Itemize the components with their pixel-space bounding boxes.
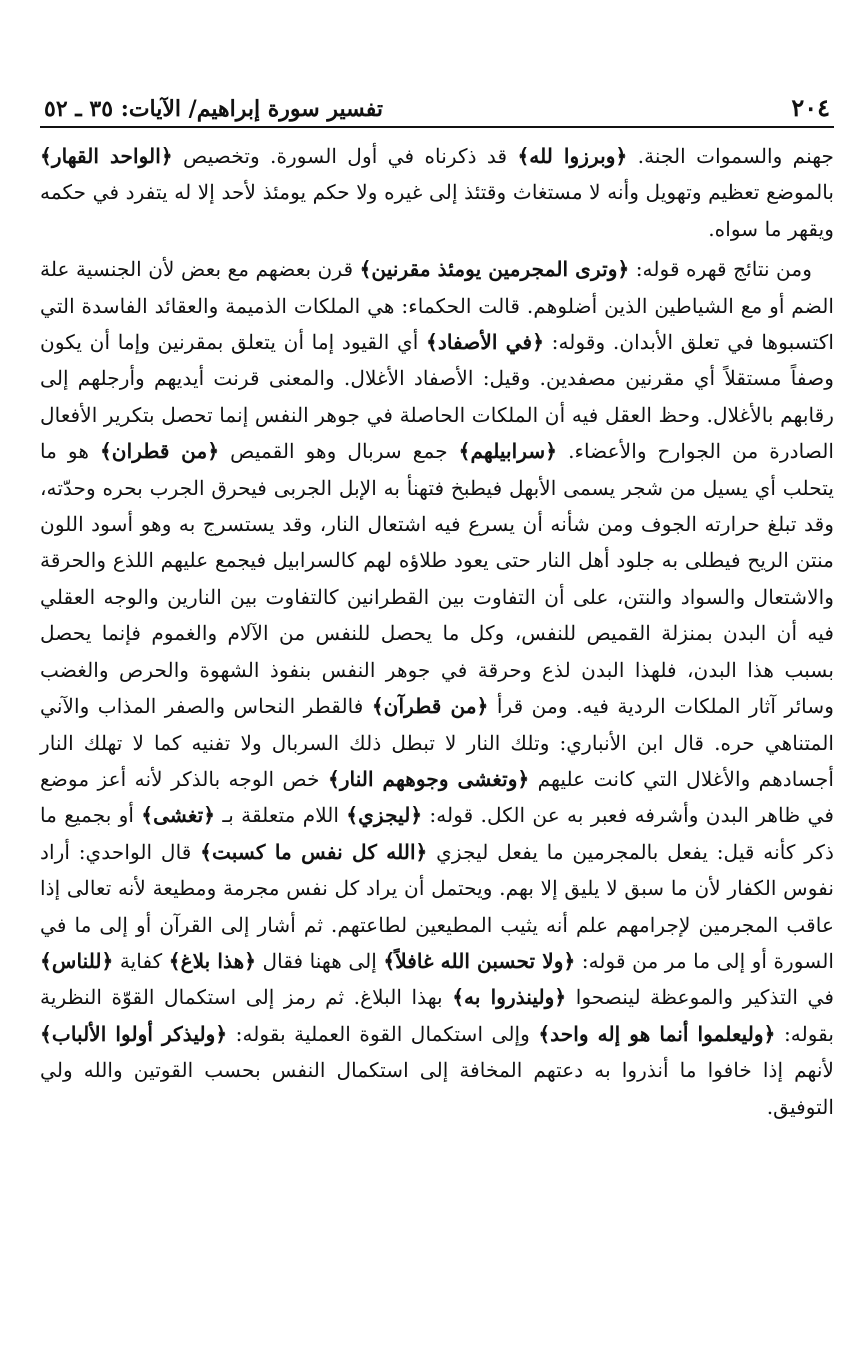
quran-quote: ﴿من قطران﴾ bbox=[99, 439, 220, 464]
quran-quote: ﴿وليعلموا أنما هو إله واحد﴾ bbox=[538, 1021, 776, 1046]
text-run: في التذكير والموعظة لينصحوا bbox=[566, 985, 834, 1010]
quran-quote: ﴿هذا بلاغ﴾ bbox=[168, 948, 257, 973]
quran-quote: ﴿من قطرآن﴾ bbox=[371, 694, 489, 719]
running-title: تفسير سورة إبراهيم/ الآيات: ٣٥ ـ ٥٢ bbox=[44, 96, 384, 122]
text-run: خص الوجه بالذكر لأنه أعز موضع في ظاهر البدن وأشرفه فعبر به عن الكل. قوله: bbox=[40, 766, 834, 828]
paragraph bbox=[40, 138, 834, 247]
quran-quote: ﴿في الأصفاد﴾ bbox=[426, 330, 545, 355]
quran-quote: ﴿وليذكر أولوا الألباب﴾ bbox=[40, 1021, 228, 1046]
page-number: ٢٠٤ bbox=[791, 93, 830, 122]
quran-quote: ﴿ولا تحسبن الله غافلاً﴾ bbox=[383, 948, 576, 973]
text-run: كفاية bbox=[113, 948, 169, 973]
running-header bbox=[40, 84, 834, 128]
text-run: ومن نتائج قهره قوله: bbox=[629, 257, 812, 282]
quran-quote: ﴿وبرزوا لله﴾ bbox=[517, 144, 628, 168]
quran-quote: ﴿ولينذروا به﴾ bbox=[452, 985, 567, 1010]
book-page bbox=[40, 84, 834, 1125]
text-run: قال الواحدي: أراد نفوس الكفار لأن ما سبق لا يليق إلا بهم. ويحتمل أن يراد كل نفس مجرمة ومطيعة لأنه تعالى إذا عاقب المجرمين لإجرامهم علم أنه يثيب المطيعين لطاعتهم. ثم أشار إلى القرآن أو إلى ما في السورة أو إلى ما مر من قوله: bbox=[40, 839, 834, 973]
text-run: قرن بعضهم مع بعض لأن الجنسية علة الضم أو مع الشياطين الذين أضلوهم. قالت الحكماء: هي الملكات الذميمة والعقائد الفاسدة التي اكتسبوها في تعلق الأبدان. وقوله: bbox=[40, 257, 834, 355]
quran-quote: ﴿وتغشى وجوههم النار﴾ bbox=[327, 766, 530, 791]
quran-quote: ﴿ليجزي﴾ bbox=[346, 803, 423, 828]
quran-quote: ﴿للناس﴾ bbox=[40, 948, 114, 973]
text-run: قد ذكرناه في أول السورة. وتخصيص bbox=[172, 144, 518, 168]
text-run: بالموضع تعظيم وتهويل وأنه لا مستغاث وقتئذ إلى غيره ولا حكم يومئذ لأحد إلا له يتفرد في حكمه ويقهر ما سواه. bbox=[40, 180, 834, 241]
text-run: جهنم والسموات الجنة. bbox=[627, 144, 834, 168]
text-run: فالقطر النحاس والصفر المذاب والآني المتناهي حره. قال ابن الأنباري: وتلك النار لا تبطل ذلك السربال ولا تفنيه كما لا تهلك النار أجسادهم والأغلال التي كانت عليهم bbox=[40, 694, 834, 791]
text-run: اللام متعلقة بـ bbox=[215, 803, 347, 828]
quran-quote: ﴿الواحد القهار﴾ bbox=[40, 144, 173, 168]
text-run: أي القيود إما أن يتعلق بمقرنين وإما أن يكون وصفاً مستقلاً أي مقرنين مصفدين. وقيل: الأصفاد الأغلال. والمعنى قرنت أيديهم وأرجلهم إلى رقابهم بالأغلال. وحظ العقل فيه أن الملكات الحاصلة في جوهر النفس إنما تحصل بتكرير الأفعال الصادرة من الجوارح والأعضاء. bbox=[40, 330, 834, 464]
quran-quote: ﴿سرابيلهم﴾ bbox=[458, 439, 558, 464]
text-run: بهذا البلاغ. ثم رمز إلى استكمال القوّة النظرية بقوله: bbox=[40, 985, 834, 1046]
quran-quote: ﴿الله كل نفس ما كسبت﴾ bbox=[200, 839, 428, 864]
body-text bbox=[40, 138, 834, 1125]
text-run: هو ما يتحلب أي يسيل من شجر يسمى الأبهل فيطبخ فتهنأ به الإبل الجربى فيحرق الجرب بحره وحدّته، وقد تبلغ حرارته الجوف ومن شأنه أن يسرع فيه اشتعال النار، وقد يستسرج به وهو أسود اللون منتن الريح فيطلى به جلود أهل النار حتى يعود طلاؤه لهم كالسرابيل فيجمع عليهم اللذع والحرقة والاشتعال والسواد والنتن، على أن التفاوت بين القطرانين كالتفاوت بين النارين والوجه العقلي فيه أن البدن بمنزلة القميص للنفس، وكل ما يحصل للنفس من الآلام والغموم فإنما يحصل بسبب هذا البدن، فلهذا البدن لذع وحرقة في جوهر النفس بنفوذ الشهوة والحرص والغضب وسائر آثار الملكات الردية فيه. ومن قرأ bbox=[40, 439, 834, 719]
text-run: وإلى استكمال القوة العملية بقوله: bbox=[227, 1021, 539, 1046]
text-run: لأنهم إذا خافوا ما أنذروا به دعتهم المخافة إلى استكمال النفس بحسب القوتين والله ولي التوفيق. bbox=[40, 1058, 834, 1119]
text-run: أو بجميع ما ذكر كأنه قيل: يفعل بالمجرمين ما يفعل ليجزي bbox=[40, 803, 834, 864]
text-run: إلى ههنا فقال bbox=[256, 948, 384, 973]
text-run: جمع سربال وهو القميص bbox=[219, 439, 459, 464]
quran-quote: ﴿تغشى﴾ bbox=[141, 803, 216, 828]
paragraph bbox=[40, 251, 834, 1125]
quran-quote: ﴿وترى المجرمين يومئذ مقرنين﴾ bbox=[359, 257, 630, 282]
